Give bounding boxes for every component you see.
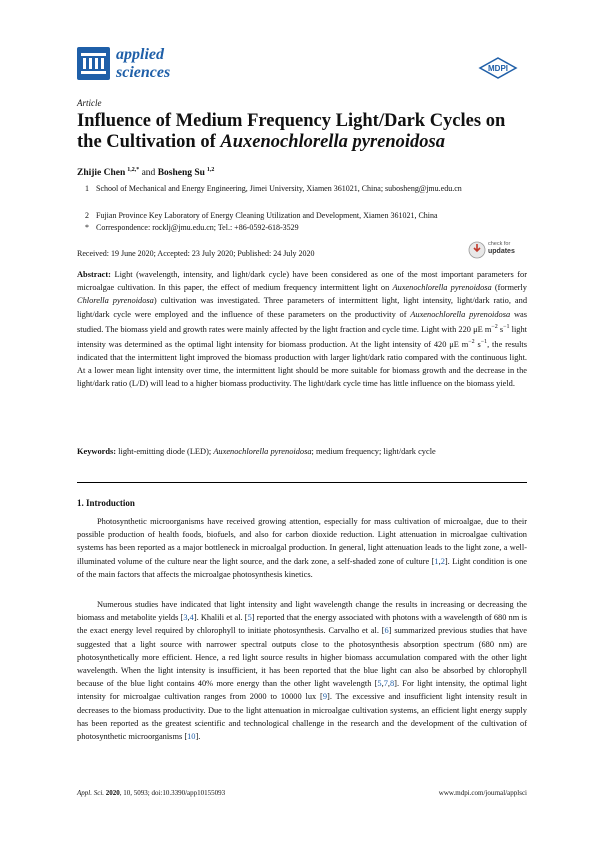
section-divider	[77, 482, 527, 483]
check-for-updates-button[interactable]	[468, 238, 528, 262]
citation-link[interactable]: 9	[322, 692, 328, 702]
publisher-name: MDPI	[488, 64, 508, 73]
check-updates-icon	[468, 241, 486, 259]
check-updates-line2: updates	[488, 248, 515, 255]
citation-link[interactable]: 8	[389, 679, 395, 689]
citation-link[interactable]: 5	[377, 679, 382, 689]
journal-logo-icon	[77, 47, 110, 80]
footer-journal-url[interactable]: www.mdpi.com/journal/applsci	[438, 789, 527, 797]
citation-link[interactable]: 5	[247, 613, 252, 623]
section-heading: 1. Introduction	[77, 498, 135, 508]
footer-citation: Appl. Sci. 2020, 10, 5093; doi:10.3390/app10155093	[77, 789, 226, 797]
check-updates-line1: check for	[488, 241, 511, 247]
abstract: Abstract: Light (wavelength, intensity, and light/dark cycle) have been considered as one of the most important parameters for microalgae cultivation. In this paper, the effect of medium frequency intermittent light on Auxenochlorella pyrenoidosa (formerly Chlorella pyrenoidosa) cultivation was investigated. Three parameters of intermittent light, light intensity, light/dark ratio, and light/dark cycle were employed and the influence of these parameters on the productivity of Auxenochlorella pyrenoidosa was studied. The biomass yield and growth rates were mainly affected by the light fraction and cycle time. Light with 220 μE $m^{-2}$ $s^{-1}$ light intensity was determined as the optimal light intensity for biomass production. At the light intensity of 420 μE $m^{-2}$ $s^{-1}$, the results indicated that the intermittent light improved the biomass production with larger light/dark ratio compared with the continuous light. At a lower mean light intensity over time, the intermittent light should be more suitable for biomass growth and the decrease in the light/dark ratio (L/D) will lead to a higher biomass productivity. The light/dark cycle time has little influence on the biomass yield.	[77, 270, 528, 389]
article-title: Influence of Medium Frequency Light/Dark Cycles on the Cultivation of Auxenochlorella pyrenoidosa	[77, 111, 506, 152]
citation-link[interactable]: 6	[384, 626, 389, 636]
citation-link[interactable]: 3	[183, 613, 188, 623]
keywords: Keywords: light-emitting diode (LED); Auxenochlorella pyrenoidosa; medium frequency; light/dark cycle	[77, 447, 436, 456]
mdpi-logo-icon	[478, 57, 518, 79]
citation-link[interactable]: 1	[434, 556, 439, 566]
authors: Zhijie Chen $^{1,2,*}$ and Bosheng Su $^{1,2}$	[77, 167, 215, 179]
citation-link[interactable]: 10	[187, 732, 196, 742]
article-type: Article	[77, 98, 102, 108]
intro-paragraph-2: Numerous studies have indicated that light intensity and light wavelength change the results in increasing or decreasing the biomass and metabolite yields [3,4]. Khalili et al. [5] reported that the energy associated with photons with a wavelength of 680 nm is the exact energy level required by chlorophyll to initiate photosynthesis. Carvalho et al. [6] summarized previous studies that have suggested that a light source with narrower spectral outputs close to the photosynthesis absorption spectrum (680 nm) are photosynthetically more efficient. Hence, a red light source results in higher biomass accumulation compared with the other light wavelength. When the light intensity is insufficient, it has been reported that the blue light can also be absorbed by chlorophyll because of the blue light contains 40% more energy than the other light wavelength [5,7,8]. For light intensity, the optimal light intensity for microalgae cultivation ranges from 2000 to 10000 lux [9]. The excessive and insufficient light intensity result in decreases to the biomass productivity. Due to the light attenuation in microalgae cultivation systems, an efficient light energy supply has been reported as the greatest scientific and technological challenge in the research and the development of the cultivation of photosynthetic microorganisms [10].	[77, 600, 528, 742]
citation-link[interactable]: 7	[383, 679, 388, 689]
journal-name	[116, 46, 170, 82]
affiliation-1: 1 School of Mechanical and Energy Engineering, Jimei University, Xiamen 361021, China; subosheng@jmu.edu.cn	[85, 184, 462, 193]
citation-link[interactable]: 4	[189, 613, 194, 623]
journal-name-line2: sciences	[116, 64, 171, 81]
affiliation-2: 2 Fujian Province Key Laboratory of Energy Cleaning Utilization and Development, Xiamen 361021, China	[85, 211, 438, 220]
correspondence: * Correspondence: rocklj@jmu.edu.cn; Tel.: +86-0592-618-3529	[85, 223, 299, 232]
intro-paragraph-1: Photosynthetic microorganisms have received growing attention, especially for mass cultivation of microalgae, due to their possible production of health foods, biofuels, and also for carbon dioxide reduction. Light attenuation in microalgae cultivation systems has been reported as a major bottleneck in microalgal production. In general, light attenuation leads to the light zone, a well-illuminated volume of the culture near the light source, and the dark zone, a self-shaded zone of culture [1,2]. Light condition is one of the main factors that affects the microalgae photosynthesis kinetics.	[77, 517, 527, 579]
publication-dates: Received: 19 June 2020; Accepted: 23 July 2020; Published: 24 July 2020	[77, 249, 315, 258]
citation-link[interactable]: 2	[440, 556, 445, 566]
journal-name-line1: applied	[116, 46, 164, 63]
